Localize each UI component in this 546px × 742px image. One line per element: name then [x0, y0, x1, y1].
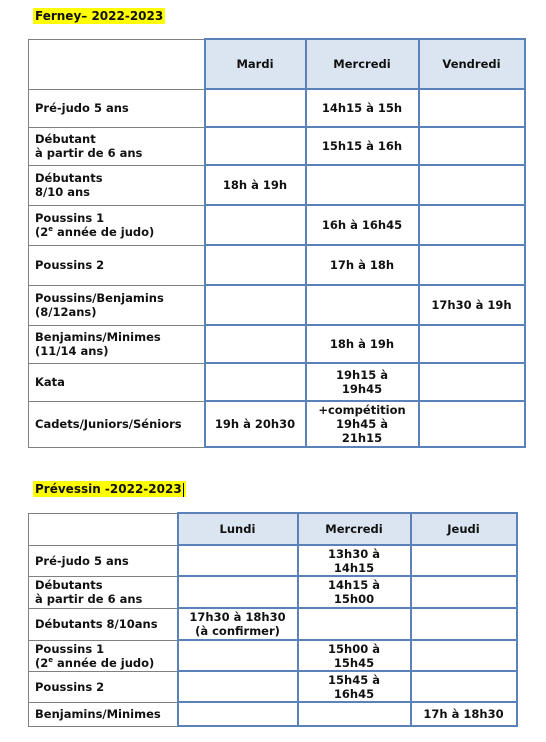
prevessin-table-row: [29, 640, 517, 671]
prevessin-schedule-cell: [178, 671, 298, 702]
ferney-schedule-cell: 18h à 19h: [306, 325, 419, 363]
prevessin-schedule-cell: 15h45 à 16h45: [298, 671, 411, 702]
ferney-schedule-cell: 15h15 à 16h: [306, 127, 419, 165]
prevessin-title-text: Prévessin -2022-2023: [35, 482, 182, 496]
ferney-schedule-cell: [205, 127, 306, 165]
prevessin-group-label: Pré-judo 5 ans: [29, 545, 178, 576]
ferney-schedule-cell: [205, 363, 306, 401]
ferney-schedule-cell: [419, 205, 525, 245]
ferney-table-row: [29, 245, 525, 285]
prevessin-schedule-cell: 14h15 à 15h00: [298, 576, 411, 608]
ferney-group-label: Poussins/Benjamins (8/12ans): [29, 285, 205, 325]
ferney-schedule-cell: [419, 89, 525, 127]
prevessin-header-day: Jeudi: [411, 513, 517, 545]
ferney-table-row: [29, 205, 525, 245]
ferney-schedule-cell: [419, 401, 525, 447]
prevessin-header-day: Lundi: [178, 513, 298, 545]
ferney-table-row: [29, 165, 525, 205]
ferney-schedule-cell: [306, 285, 419, 325]
prevessin-table-row: [29, 702, 517, 726]
ferney-group-label: Cadets/Juniors/Séniors: [29, 401, 205, 447]
ferney-header-day: Vendredi: [419, 39, 525, 89]
prevessin-schedule-cell: 17h à 18h30: [411, 702, 517, 726]
prevessin-schedule-cell: 13h30 à 14h15: [298, 545, 411, 576]
prevessin-group-label: Benjamins/Minimes: [29, 702, 178, 726]
ferney-table-row: [29, 363, 525, 401]
ferney-table-row: [29, 89, 525, 127]
prevessin-schedule-cell: [178, 640, 298, 671]
ferney-table-row: [29, 325, 525, 363]
ferney-group-label: Poussins 1 (2e année de judo): [29, 205, 205, 245]
ferney-table-row: [29, 401, 525, 447]
prevessin-schedule-table: [28, 512, 518, 727]
ferney-schedule-cell: [205, 245, 306, 285]
prevessin-table-row: [29, 545, 517, 576]
prevessin-schedule-cell: [178, 576, 298, 608]
ferney-schedule-cell: 17h30 à 19h: [419, 285, 525, 325]
ferney-schedule-cell: 17h à 18h: [306, 245, 419, 285]
prevessin-table-row: [29, 576, 517, 608]
ferney-schedule-cell: 19h à 20h30: [205, 401, 306, 447]
prevessin-corner-cell: [29, 513, 178, 545]
ferney-schedule-cell: +compétition 19h45 à 21h15: [306, 401, 419, 447]
prevessin-header-row: [29, 513, 517, 545]
prevessin-title: [33, 481, 186, 497]
ferney-schedule-cell: [419, 325, 525, 363]
ferney-schedule-cell: [419, 363, 525, 401]
ferney-schedule-cell: 14h15 à 15h: [306, 89, 419, 127]
ferney-schedule-cell: [419, 245, 525, 285]
prevessin-schedule-cell: [178, 545, 298, 576]
ferney-schedule-cell: 19h15 à 19h45: [306, 363, 419, 401]
prevessin-schedule-cell: [411, 640, 517, 671]
ferney-schedule-cell: [419, 127, 525, 165]
ferney-schedule-table: [28, 38, 526, 448]
ferney-schedule-cell: [419, 165, 525, 205]
prevessin-table-row: [29, 671, 517, 702]
ferney-schedule-cell: 16h à 16h45: [306, 205, 419, 245]
ferney-group-label: Débutant à partir de 6 ans: [29, 127, 205, 165]
prevessin-header-day: Mercredi: [298, 513, 411, 545]
prevessin-table-row: [29, 608, 517, 640]
ferney-header-day: Mardi: [205, 39, 306, 89]
prevessin-schedule-cell: [411, 608, 517, 640]
prevessin-schedule-cell: 17h30 à 18h30 (à confirmer): [178, 608, 298, 640]
prevessin-schedule-cell: [178, 702, 298, 726]
prevessin-group-label: Débutants 8/10ans: [29, 608, 178, 640]
ferney-schedule-cell: [205, 205, 306, 245]
prevessin-group-label: Débutants à partir de 6 ans: [29, 576, 178, 608]
ferney-table-row: [29, 285, 525, 325]
prevessin-schedule-cell: [411, 545, 517, 576]
text-cursor: [183, 483, 184, 497]
prevessin-schedule-cell: [298, 702, 411, 726]
ferney-group-label: Débutants 8/10 ans: [29, 165, 205, 205]
ferney-group-label: Poussins 2: [29, 245, 205, 285]
ferney-header-row: [29, 39, 525, 89]
ferney-title-text: Ferney– 2022-2023: [35, 9, 164, 23]
ferney-header-day: Mercredi: [306, 39, 419, 89]
ferney-schedule-cell: [205, 325, 306, 363]
ferney-group-label: Kata: [29, 363, 205, 401]
prevessin-group-label: Poussins 1 (2e année de judo): [29, 640, 178, 671]
ferney-schedule-cell: [205, 89, 306, 127]
ferney-schedule-cell: [306, 165, 419, 205]
ferney-table-row: [29, 127, 525, 165]
prevessin-schedule-cell: [411, 671, 517, 702]
prevessin-group-label: Poussins 2: [29, 671, 178, 702]
ferney-group-label: Benjamins/Minimes (11/14 ans): [29, 325, 205, 363]
prevessin-schedule-cell: 15h00 à 15h45: [298, 640, 411, 671]
ferney-schedule-cell: [205, 285, 306, 325]
ferney-title: [33, 8, 165, 24]
prevessin-schedule-cell: [411, 576, 517, 608]
prevessin-schedule-cell: [298, 608, 411, 640]
ferney-schedule-cell: 18h à 19h: [205, 165, 306, 205]
ferney-group-label: Pré-judo 5 ans: [29, 89, 205, 127]
ferney-corner-cell: [29, 39, 205, 89]
